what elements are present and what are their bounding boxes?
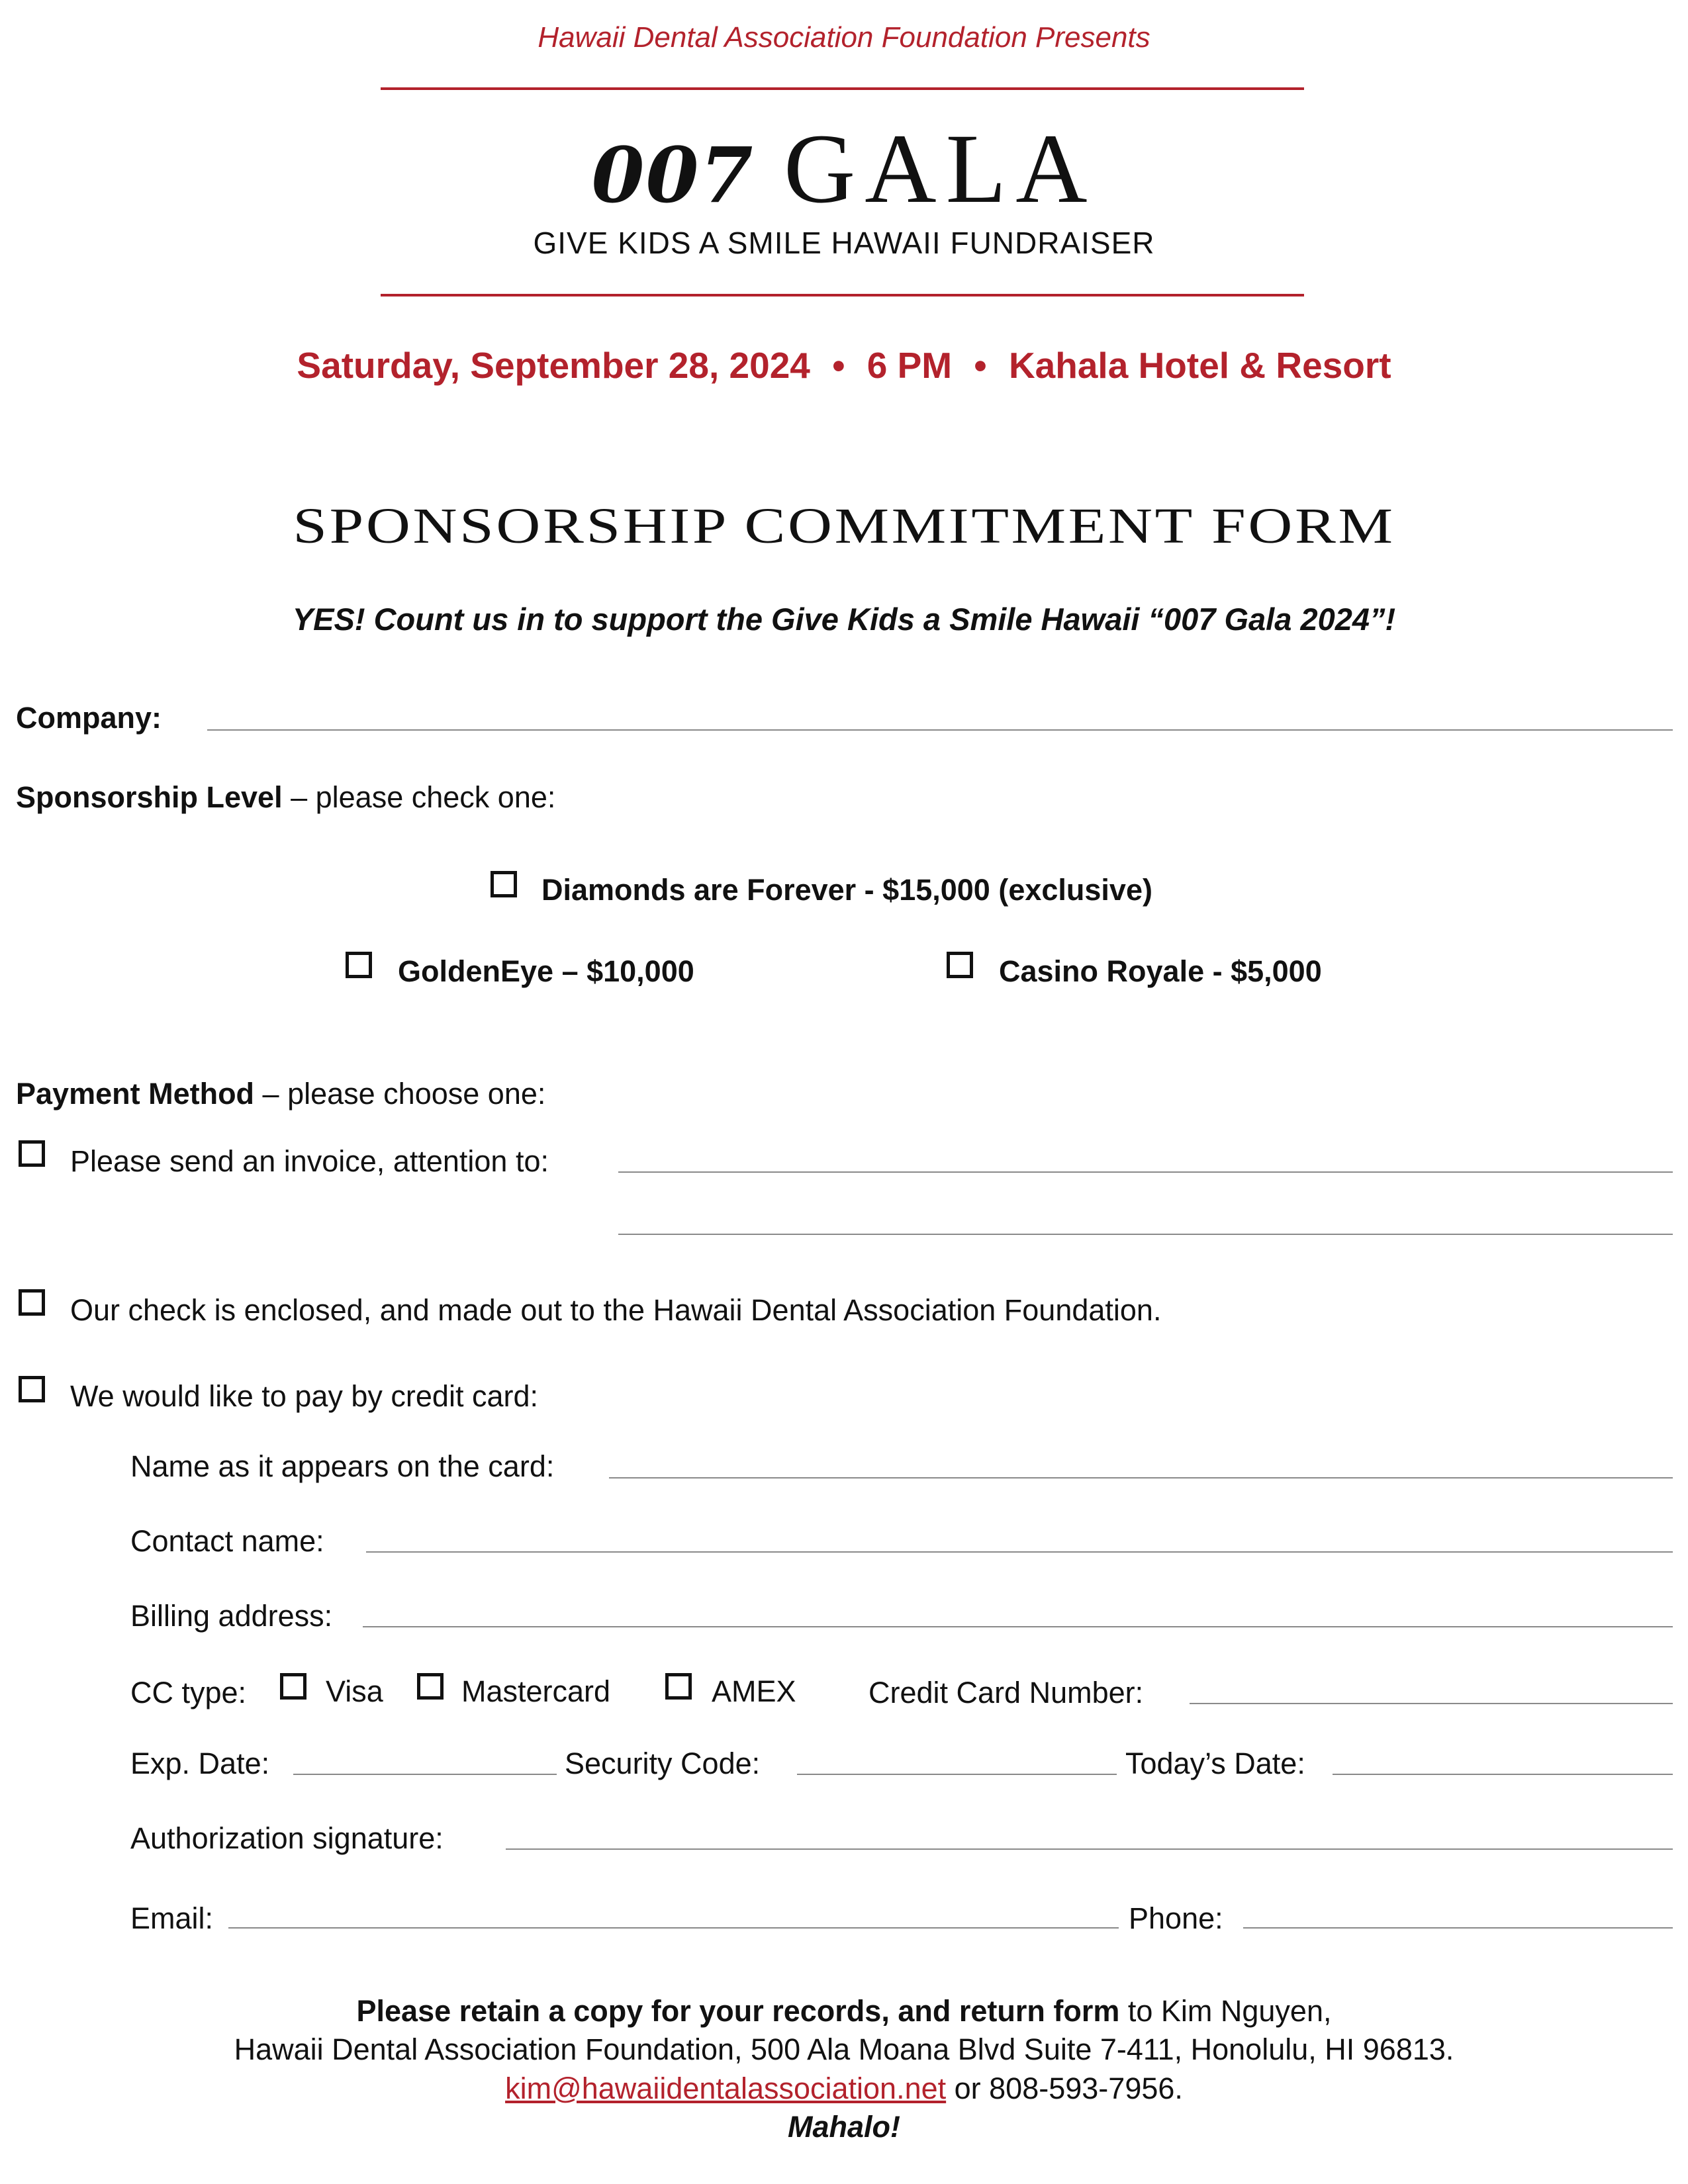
sponsorship-diamonds-checkbox[interactable] [491, 871, 517, 897]
header-top-rule [381, 87, 1304, 90]
exp-date-field[interactable] [293, 1774, 557, 1775]
cc-visa-checkbox[interactable] [280, 1673, 306, 1700]
cc-number-field[interactable] [1190, 1703, 1673, 1704]
cc-visa-label: Visa [326, 1674, 383, 1708]
footer-line-1 [0, 1994, 1688, 2028]
footer-line-3 [0, 2071, 1688, 2106]
payment-credit-label: We would like to pay by credit card: [70, 1379, 538, 1413]
security-code-field[interactable] [797, 1774, 1117, 1775]
cc-amex-checkbox[interactable] [665, 1673, 692, 1700]
event-time: 6 PM [867, 345, 953, 386]
sponsorship-diamonds-label: Diamonds are Forever - $15,000 (exclusive) [541, 873, 1152, 907]
footer-address: Hawaii Dental Association Foundation, 500 Ala Moana Blvd Suite 7-411, Honolulu, HI 96813. [234, 2032, 1454, 2066]
invoice-attention-field-1[interactable] [618, 1171, 1673, 1173]
cc-type-label: CC type: [130, 1676, 247, 1709]
header-bottom-rule [381, 294, 1304, 296]
cc-mastercard-checkbox[interactable] [417, 1673, 444, 1700]
exp-date-label: Exp. Date: [130, 1747, 270, 1780]
cc-mastercard-label: Mastercard [461, 1674, 611, 1708]
payment-heading-rest: – please choose one: [254, 1077, 546, 1111]
sponsorship-heading-bold: Sponsorship Level [16, 780, 283, 814]
payment-credit-checkbox[interactable] [19, 1376, 45, 1402]
footer-recipient: to Kim Nguyen, [1119, 1994, 1332, 2028]
cc-amex-label: AMEX [712, 1674, 796, 1708]
payment-check-checkbox[interactable] [19, 1289, 45, 1316]
email-field[interactable] [228, 1927, 1119, 1929]
payment-invoice-checkbox[interactable] [19, 1140, 45, 1167]
event-separator: • [974, 345, 987, 386]
footer-instruction: Please retain a copy for your records, and return form [356, 1994, 1120, 2028]
sponsorship-casino-label: Casino Royale - $5,000 [999, 954, 1322, 988]
event-separator: • [832, 345, 845, 386]
signature-label: Authorization signature: [130, 1821, 444, 1855]
signature-field[interactable] [506, 1848, 1673, 1850]
email-label: Email: [130, 1901, 214, 1935]
sponsorship-goldeneye-label: GoldenEye – $10,000 [398, 954, 694, 988]
gala-subtitle: GIVE KIDS A SMILE HAWAII FUNDRAISER [533, 226, 1155, 260]
payment-heading-bold: Payment Method [16, 1077, 255, 1111]
contact-email-link[interactable]: kim@hawaiidentalassociation.net [505, 2071, 947, 2105]
contact-phone: or 808-593-7956. [946, 2071, 1183, 2105]
sponsorship-goldeneye-checkbox[interactable] [346, 952, 372, 978]
footer-closing: Mahalo! [787, 2110, 900, 2144]
cc-number-label: Credit Card Number: [868, 1676, 1144, 1709]
form-title: SPONSORSHIP COMMITMENT FORM [293, 498, 1395, 554]
contact-name-field[interactable] [366, 1551, 1673, 1553]
event-date: Saturday, September 28, 2024 [297, 345, 810, 386]
payment-check-label: Our check is enclosed, and made out to the Hawaii Dental Association Foundation. [70, 1293, 1162, 1327]
contact-name-label: Contact name: [130, 1524, 324, 1558]
company-label: Company: [16, 701, 162, 735]
gala-title-number: 007 [591, 131, 755, 220]
company-field[interactable] [207, 729, 1673, 731]
presenter-line: Hawaii Dental Association Foundation Presents [538, 21, 1150, 54]
phone-label: Phone: [1129, 1901, 1223, 1935]
form-tagline: YES! Count us in to support the Give Kids a Smile Hawaii “007 Gala 2024”! [292, 602, 1396, 637]
todays-date-field[interactable] [1333, 1774, 1673, 1775]
todays-date-label: Today’s Date: [1125, 1747, 1305, 1780]
gala-title-word: GALA [783, 114, 1097, 224]
billing-address-field[interactable] [363, 1626, 1673, 1627]
sponsorship-casino-checkbox[interactable] [947, 952, 973, 978]
event-details [0, 344, 1688, 387]
billing-address-label: Billing address: [130, 1599, 333, 1633]
event-venue: Kahala Hotel & Resort [1008, 345, 1391, 386]
gala-title [0, 114, 1688, 224]
security-code-label: Security Code: [565, 1747, 761, 1780]
invoice-attention-field-2[interactable] [618, 1234, 1673, 1235]
sponsorship-heading [16, 782, 555, 812]
payment-invoice-label: Please send an invoice, attention to: [70, 1144, 549, 1178]
phone-field[interactable] [1243, 1927, 1673, 1929]
card-name-label: Name as it appears on the card: [130, 1449, 555, 1483]
card-name-field[interactable] [609, 1477, 1673, 1479]
payment-heading [16, 1079, 545, 1109]
sponsorship-heading-rest: – please check one: [282, 780, 556, 814]
